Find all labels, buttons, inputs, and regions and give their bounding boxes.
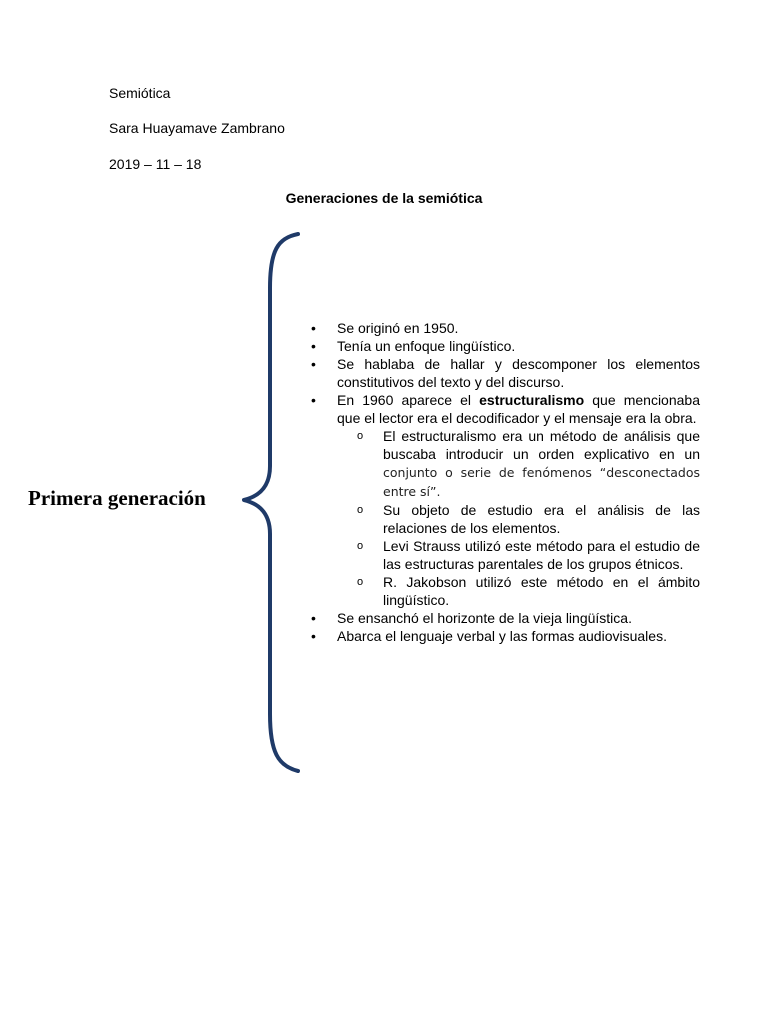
list-item: • Se originó en 1950. [310,319,700,337]
curly-brace [238,228,308,778]
sub-list-item: o R. Jakobson utilizó este método en el ámbito lingüístico. [383,573,700,609]
list-item: • Se ensanchó el horizonte de la vieja lingüística. [310,609,700,627]
sub-list-item: o Su objeto de estudio era el análisis de las relaciones de los elementos. [383,501,700,537]
document-date: 2019 – 11 – 18 [109,156,202,172]
document-author: Sara Huayamave Zambrano [109,120,285,136]
list-item: • Abarca el lenguaje verbal y las formas audiovisuales. [310,627,700,645]
sub-list-item: o El estructuralismo era un método de análisis que buscaba introducir un orden explicativo en un conjunto o serie de fenómenos “desconectados entre sí”. [383,427,700,501]
document-title: Generaciones de la semiótica [285,190,483,206]
highlight-term: estructuralismo [479,392,585,408]
generation-details [310,319,700,645]
sub-list-item: o Levi Strauss utilizó este método para el estudio de las estructuras parentales de los grupos étnicos. [383,537,700,573]
list-item: • Tenía un enfoque lingüístico. [310,337,700,355]
list-item: • En 1960 aparece el estructuralismo que mencionaba que el lector era el decodificador y el mensaje era la obra. o El estructuralismo era un método de análisis que buscaba introducir un orden explicativo en un conjunto o serie de fenómenos “desconectados entre sí”. o Su objeto de estudio era el análisis de las relaciones de los elementos. o Levi Strauss utilizó este método para el estudio de las estructuras parentales de los grupos étnicos. o R. Jakobson utilizó este método en el ámbito lingüístico. [310,391,700,609]
list-item: • Se hablaba de hallar y descomponer los elementos constitutivos del texto y del discurso. [310,355,700,391]
generation-label: Primera generación [28,486,206,510]
main-list [310,319,700,645]
sub-list [337,427,700,609]
document-subject: Semiótica [109,85,171,101]
